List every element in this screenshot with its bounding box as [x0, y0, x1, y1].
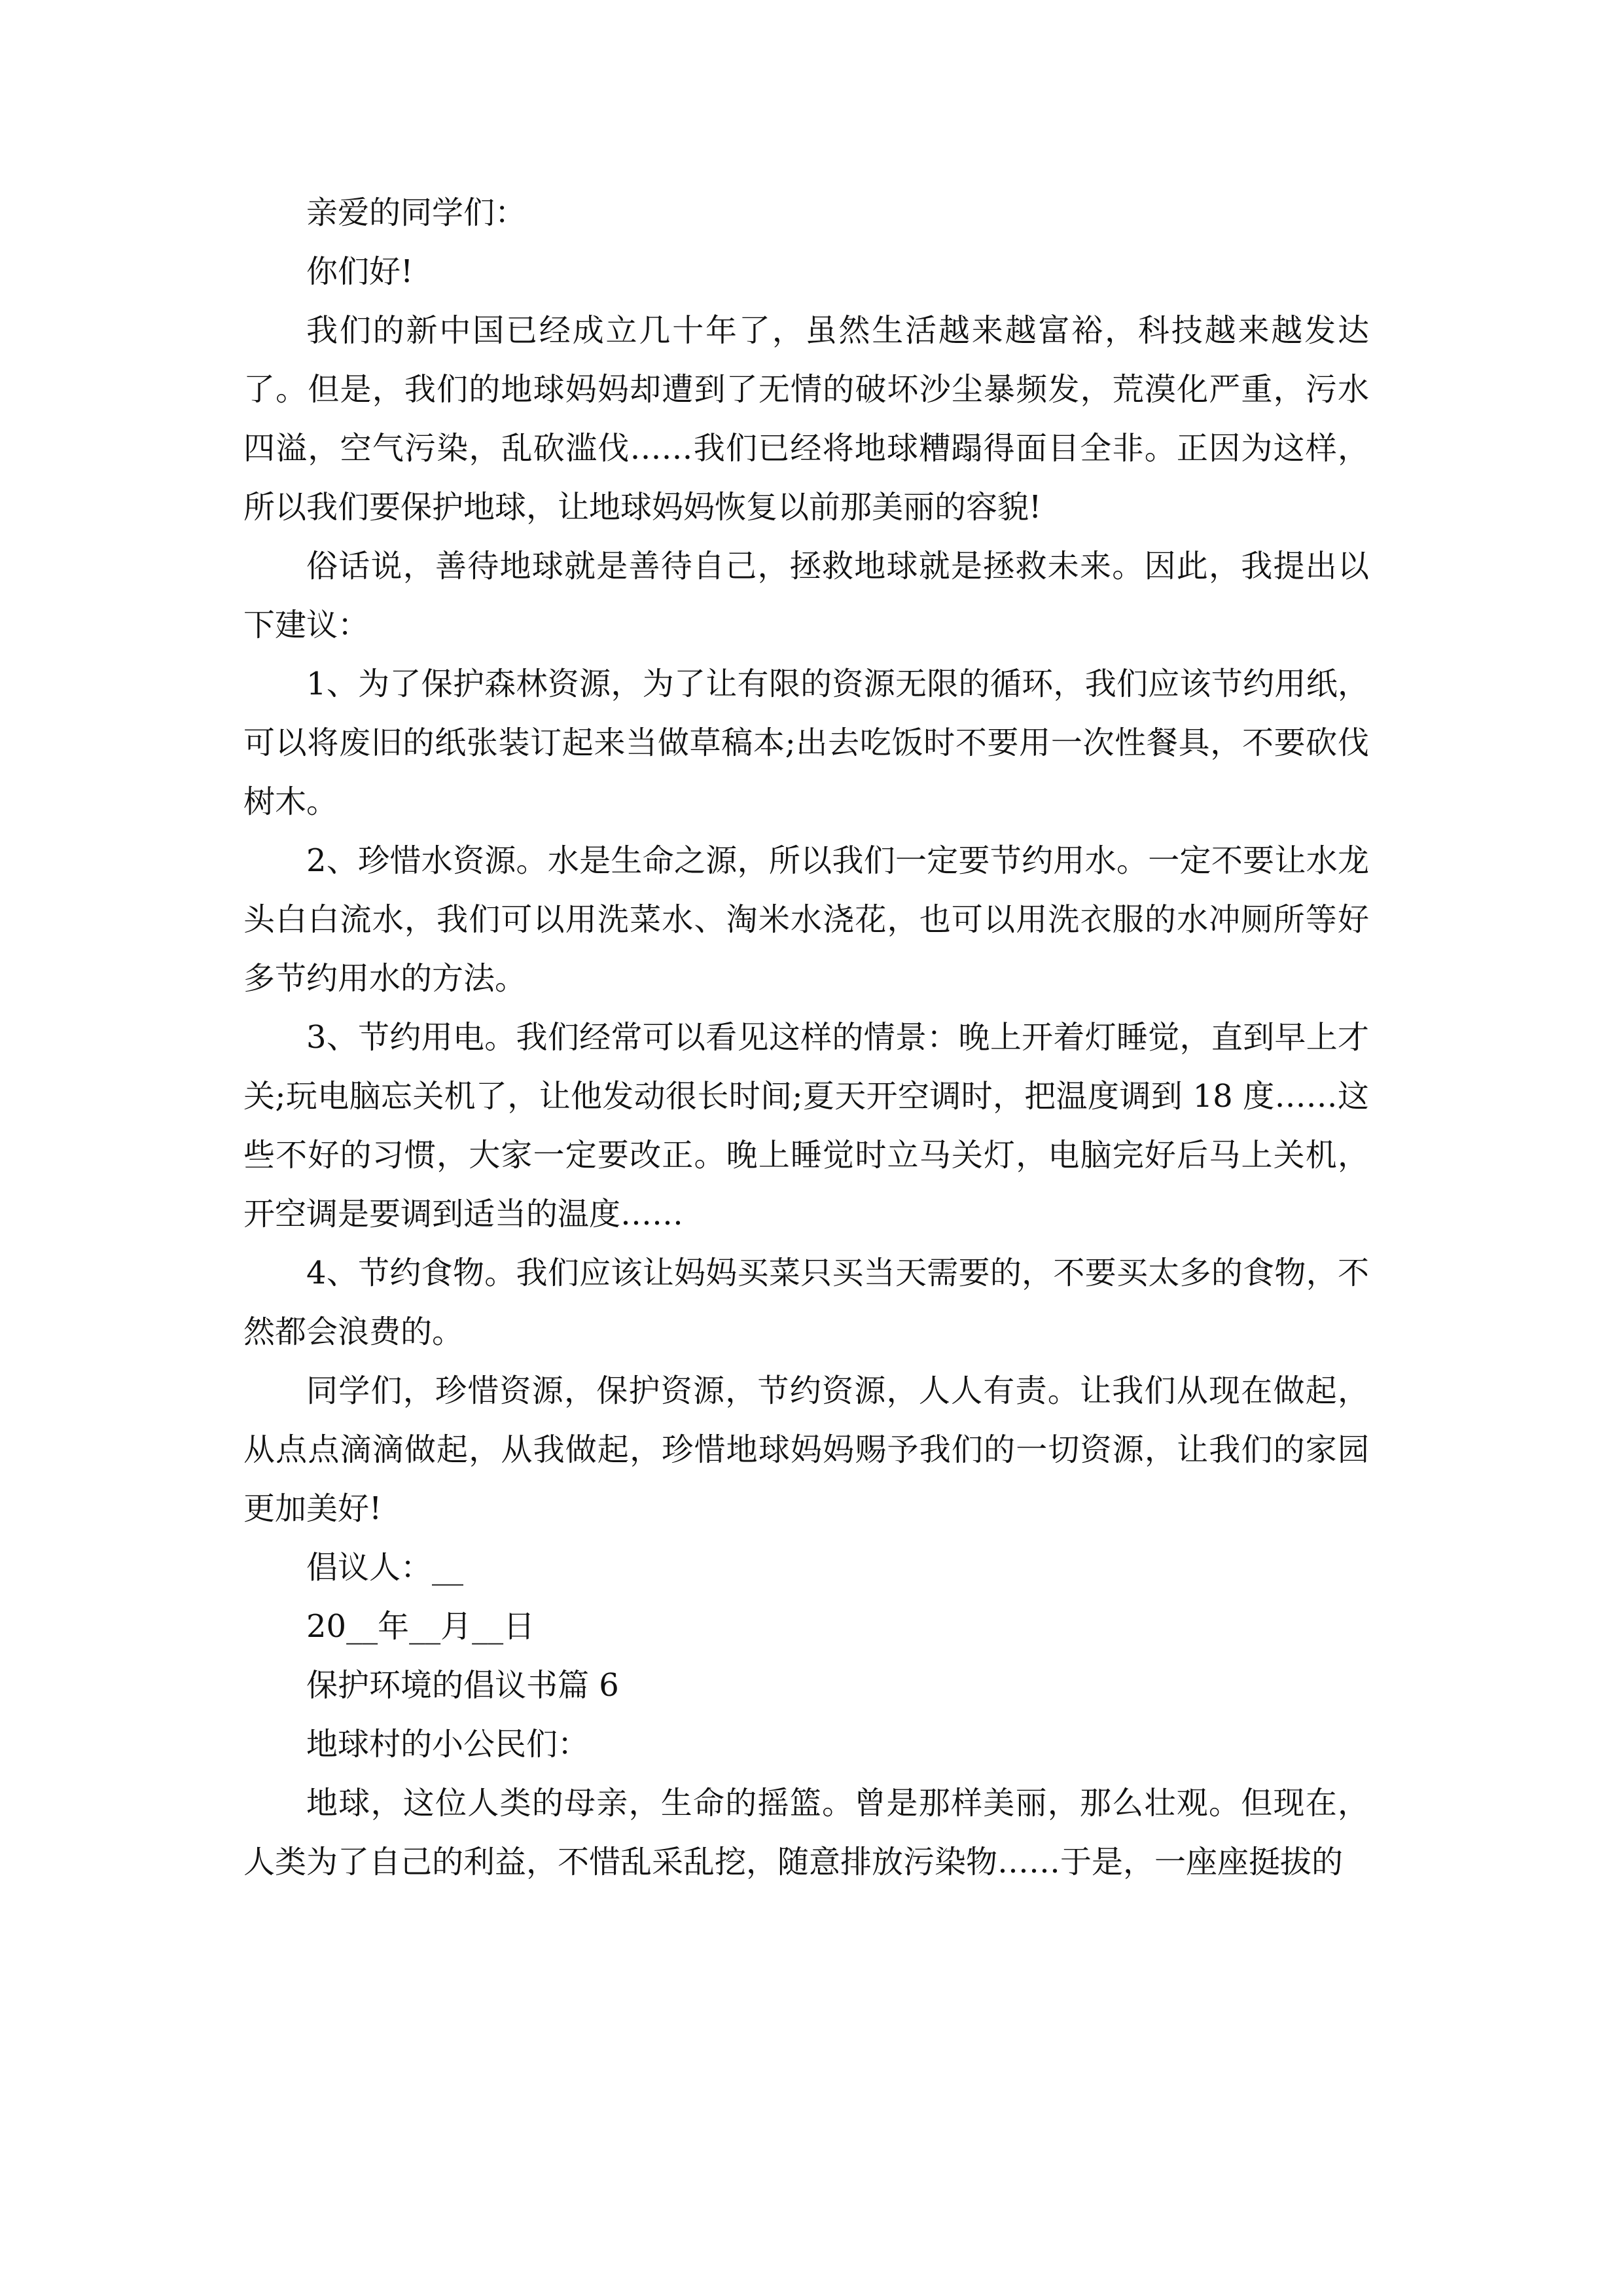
paragraph-item-2: 2、珍惜水资源。水是生命之源，所以我们一定要节约用水。一定不要让水龙头白白流水，我们可以用洗菜水、淘米水浇花，也可以用洗衣服的水冲厕所等好多节约用水的方法。: [243, 842, 1369, 997]
salutation-2: 地球村的小公民们：: [306, 1726, 590, 1763]
paragraph-closing: 同学们，珍惜资源，保护资源，节约资源，人人有责。让我们从现在做起，从点点滴滴做起，从我做起，珍惜地球妈妈赐予我们的一切资源，让我们的家园更加美好!: [243, 1372, 1369, 1527]
paragraph-item-1: 1、为了保护森林资源，为了让有限的资源无限的循环，我们应该节约用纸，可以将废旧的纸张装订起来当做草稿本;出去吃饭时不要用一次性餐具，不要砍伐树木。: [243, 666, 1369, 820]
greeting: 你们好!: [306, 253, 414, 290]
document-body: [243, 183, 1369, 1892]
paragraph-intro: 我们的新中国已经成立几十年了，虽然生活越来越富裕，科技越来越发达了。但是，我们的地球妈妈却遭到了无情的破坏沙尘暴频发，荒漠化严重，污水四溢，空气污染，乱砍滥伐……我们已经将地球糟蹋得面目全非。正因为这样，所以我们要保护地球，让地球妈妈恢复以前那美丽的容貌!: [243, 312, 1369, 526]
paragraph-item-3: 3、节约用电。我们经常可以看见这样的情景：晚上开着灯睡觉，直到早上才关;玩电脑忘关机了，让他发动很长时间;夏天开空调时，把温度调到 18 度……这些不好的习惯，大家一定要改正。晚上睡觉时立马关灯，电脑完好后马上关机，开空调是要调到适当的温度……: [243, 1019, 1369, 1232]
paragraph-proposal: 俗话说，善待地球就是善待自己，拯救地球就是拯救未来。因此，我提出以下建议：: [243, 548, 1369, 643]
date-line: 20__年__月__日: [306, 1608, 535, 1645]
paragraph-earth: 地球，这位人类的母亲，生命的摇篮。曾是那样美丽，那么壮观。但现在，人类为了自己的利益，不惜乱采乱挖，随意排放污染物……于是，一座座挺拔的: [243, 1785, 1369, 1880]
salutation: 亲爱的同学们：: [306, 194, 527, 231]
section-title: 保护环境的倡议书篇 6: [306, 1667, 619, 1704]
paragraph-item-4: 4、节约食物。我们应该让妈妈买菜只买当天需要的，不要买太多的食物，不然都会浪费的。: [243, 1255, 1369, 1350]
signature-line: 倡议人：__: [306, 1549, 464, 1586]
